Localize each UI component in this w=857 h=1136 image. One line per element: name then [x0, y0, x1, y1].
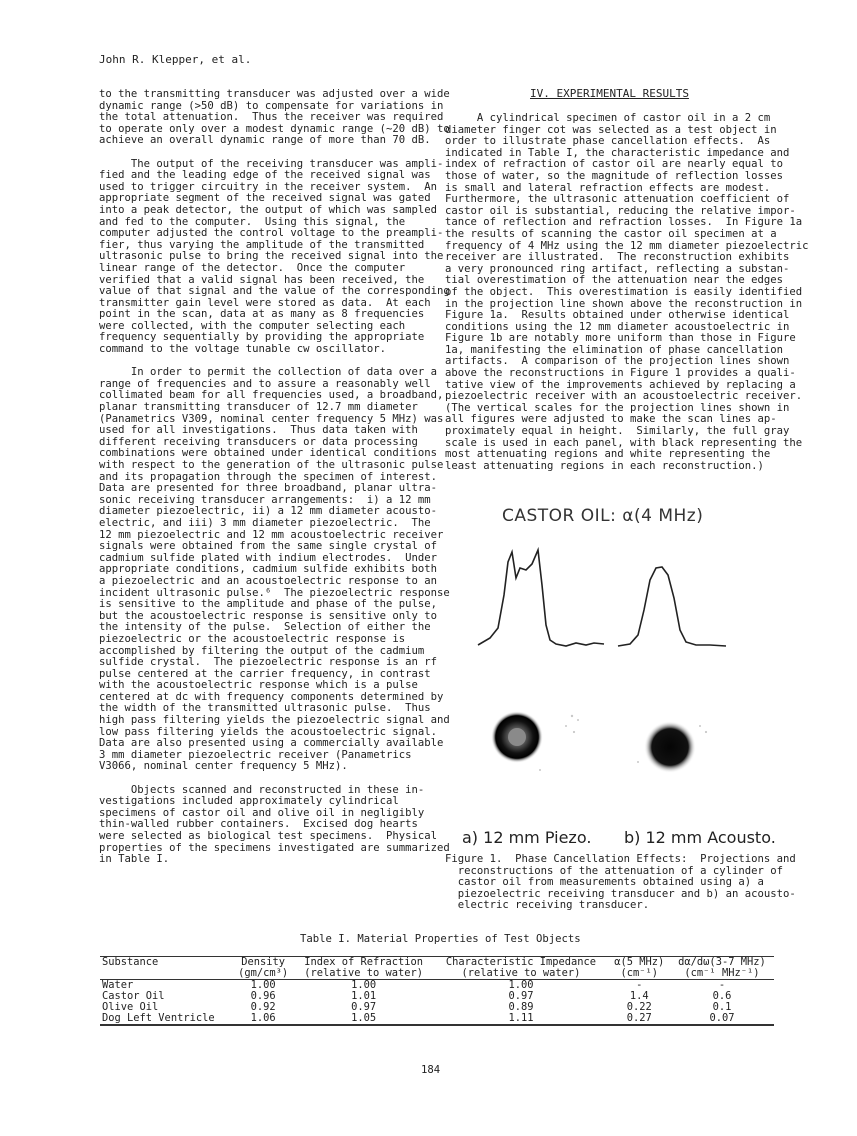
table-cell: Castor Oil: [102, 990, 165, 1002]
table-cell: 1.00: [250, 979, 276, 991]
table-cell: 0.27: [609, 1013, 670, 1025]
text-line: planar transmitting transducer of 12.7 mm diameter: [99, 401, 418, 414]
text-line: with the acoustoelectric response which is a pulse: [99, 679, 418, 692]
text-line: least attenuating regions in each reconstruction.): [445, 459, 764, 472]
text-line: Furthermore, the ultrasonic attenuation coefficient of: [445, 193, 790, 206]
text-line: collimated beam for all frequencies used, a broadband,: [99, 389, 444, 402]
table-cell: -: [636, 979, 643, 991]
text-line: sonic receiving transducer arrangements: i) a 12 mm: [99, 493, 431, 506]
caption-line: castor oil from measurements obtained using a) a: [445, 876, 764, 889]
table-header: Substance: [100, 957, 232, 969]
table-row: [100, 980, 774, 992]
caption-line: Figure 1. Phase Cancellation Effects: Projections and: [445, 853, 796, 865]
text-line: low pass filtering yields the acoustoelectric signal.: [99, 725, 438, 738]
text-line: accomplished by filtering the output of the cadmium: [99, 644, 425, 657]
text-line: tance of reflection and refraction losses. In Figure 1a: [445, 216, 803, 229]
text-line: appropriate conditions, cadmium sulfide exhibits both: [99, 563, 438, 576]
text-line: appropriate segment of the received signal was gated: [99, 192, 431, 205]
text-line: the width of the transmitted ultrasonic pulse. Thus: [99, 702, 431, 715]
figure-title: CASTOR OIL: α(4 MHz): [502, 506, 704, 526]
table-cell: 1.00: [351, 979, 377, 991]
text-line: a very pronounced ring artifact, reflecting a substan-: [445, 262, 790, 275]
right-column: [445, 113, 809, 472]
text-line: properties of the specimens investigated are summarized: [99, 841, 450, 854]
table-cell: 0.96: [250, 990, 276, 1002]
material-properties-table: [100, 956, 774, 1026]
text-line: the total attenuation. Thus the receiver was required: [99, 111, 444, 124]
text-line: to the transmitting transducer was adjusted over a wide: [99, 88, 450, 100]
text-line: value of that signal and the value of the corresponding: [99, 285, 450, 298]
table-header: Density: [232, 957, 293, 969]
text-line: to operate only over a modest dynamic range (~20 dB) to: [99, 122, 450, 135]
text-line: ultrasonic pulse to bring the received signal into the: [99, 250, 444, 263]
text-line: receiver are illustrated. The reconstruction exhibits: [445, 251, 790, 264]
text-line: (The vertical scales for the projection lines shown in: [445, 401, 790, 414]
table-header-unit: [100, 968, 232, 980]
text-line: used for all investigations. Thus data taken with: [99, 424, 418, 437]
table-title: Table I. Material Properties of Test Objects: [300, 933, 581, 945]
text-line: specimens of castor oil and olive oil in negligibly: [99, 806, 425, 819]
table-header-unit: (cm⁻¹ MHz⁻¹): [670, 968, 774, 980]
text-line: 12 mm piezoelectric and 12 mm acoustoelectric receiver: [99, 528, 444, 541]
text-line: frequency sequentially by providing the appropriate: [99, 331, 425, 344]
text-line: diameter piezoelectric, ii) a 12 mm diameter acousto-: [99, 505, 438, 518]
table-cell: 0.6: [712, 990, 732, 1002]
left-column: [99, 89, 450, 866]
figure-1-graphics: [470, 540, 770, 830]
table-header-unit: (relative to water): [433, 968, 608, 980]
text-line: proximately equal in height. Similarly, the full gray: [445, 425, 790, 438]
section-heading: IV. EXPERIMENTAL RESULTS: [530, 87, 689, 100]
text-line: diameter finger cot was selected as a test object in: [445, 123, 777, 136]
table-header: Index of Refraction: [294, 957, 434, 969]
text-line: linear range of the detector. Once the computer: [99, 261, 406, 274]
text-line: is small and lateral refraction effects are modest.: [445, 181, 771, 194]
table-cell: 1.11: [433, 1013, 608, 1025]
table-header-unit: (gm/cm³): [232, 968, 293, 980]
text-line: and fed to the computer. Using this signal, the: [99, 215, 406, 228]
text-line: vestigations included approximately cylindrical: [99, 795, 399, 808]
text-line: fier, thus varying the amplitude of the transmitted: [99, 238, 425, 251]
text-line: thin-walled rubber containers. Excised dog hearts: [99, 818, 418, 831]
text-line: used to trigger circuitry in the receiver system. An: [99, 180, 438, 193]
text-line: of the object. This overestimation is easily identified: [445, 285, 803, 298]
text-line: electric, and iii) 3 mm diameter piezoelectric. The: [99, 516, 431, 529]
text-line: and its propagation through the specimen of interest.: [99, 470, 438, 483]
text-line: index of refraction of castor oil are nearly equal to: [445, 158, 784, 171]
text-line: pulse centered at the carrier frequency, in contrast: [99, 667, 431, 680]
text-line: transmitter gain level were stored as data. At each: [99, 296, 431, 309]
text-line: were selected as biological test specimens. Physical: [99, 830, 438, 842]
text-line: Data are presented for three broadband, planar ultra-: [99, 482, 438, 495]
table-cell: 0.97: [351, 1001, 377, 1013]
text-line: different receiving transducers or data processing: [99, 435, 418, 448]
text-line: castor oil is substantial, reducing the relative impor-: [445, 204, 796, 217]
text-line: frequency of 4 MHz using the 12 mm diameter piezoelectric: [445, 239, 809, 252]
text-line: A cylindrical specimen of castor oil in a 2 cm: [445, 112, 771, 124]
text-line: In order to permit the collection of data over a: [99, 366, 438, 379]
text-line: Figure 1b are notably more uniform than those in Figure: [445, 332, 796, 345]
table-cell: 1.01: [351, 990, 377, 1002]
text-line: indicated in Table I, the characteristic impedance and: [445, 146, 790, 159]
text-line: tative view of the improvements achieved by replacing a: [445, 378, 796, 391]
caption-line: piezoelectric receiving transducer and b) an acousto-: [445, 887, 796, 900]
table-cell: 1.4: [629, 990, 649, 1002]
text-line: cadmium sulfide plated with indium electrodes. Under: [99, 551, 438, 564]
text-line: in the projection line shown above the reconstruction in: [445, 297, 803, 310]
table-cell: Water: [102, 979, 134, 991]
text-line: high pass filtering yields the piezoelectric signal and: [99, 714, 450, 727]
text-line: but the acoustoelectric response is sensitive only to: [99, 609, 438, 622]
table-cell: -: [718, 979, 726, 991]
table-header: Characteristic Impedance: [433, 957, 608, 969]
table-cell: Dog Left Ventricle: [100, 1013, 232, 1025]
table-cell: 0.92: [250, 1001, 276, 1013]
text-line: scale is used in each panel, with black representing the: [445, 436, 803, 449]
caption-line: electric receiving transducer.: [445, 899, 650, 912]
projection-line-piezo: [478, 550, 604, 646]
table-header: α(5 MHz): [609, 957, 670, 969]
text-line: sulfide crystal. The piezoelectric response is an rf: [99, 656, 438, 669]
text-line: is sensitive to the amplitude and phase of the pulse,: [99, 598, 438, 611]
text-line: order to illustrate phase cancellation effects. As: [445, 135, 771, 148]
text-line: verified that a valid signal has been received, the: [99, 273, 425, 286]
table-row: [100, 1013, 774, 1025]
text-line: Objects scanned and reconstructed in these in-: [99, 783, 425, 796]
text-line: tial overestimation of the attenuation near the edges: [445, 274, 784, 287]
text-line: those of water, so the magnitude of reflection losses: [445, 169, 784, 182]
table-cell: 1.06: [232, 1013, 293, 1025]
table-cell: Olive Oil: [102, 1001, 159, 1013]
text-line: Figure 1a. Results obtained under otherwise identical: [445, 309, 790, 322]
text-line: 3 mm diameter piezoelectric receiver (Panametrics: [99, 748, 412, 761]
text-line: conditions using the 12 mm diameter acoustoelectric in: [445, 320, 790, 333]
table-row: [100, 991, 774, 1002]
panel-label-a: a) 12 mm Piezo.: [462, 828, 592, 847]
text-line: combinations were obtained under identical conditions: [99, 447, 438, 460]
table-cell: 1.00: [508, 979, 534, 991]
text-line: Data are also presented using a commercially available: [99, 737, 444, 750]
text-line: centered at dc with frequency components determined by: [99, 690, 444, 703]
text-line: signals were obtained from the same single crystal of: [99, 540, 438, 553]
panel-label-b: b) 12 mm Acousto.: [624, 828, 776, 847]
table-cell: 0.97: [508, 990, 534, 1002]
text-line: incident ultrasonic pulse.⁶ The piezoelectric response: [99, 586, 450, 599]
text-line: all figures were adjusted to make the scan lines ap-: [445, 413, 777, 426]
reconstruction-disk-acousto: [644, 721, 696, 773]
caption-line: reconstructions of the attenuation of a cylinder of: [445, 864, 784, 877]
table-header-unit: (relative to water): [294, 968, 434, 980]
page-number: 184: [421, 1064, 441, 1076]
text-line: 1a, manifesting the elimination of phase cancellation: [445, 343, 784, 356]
text-line: point in the scan, data at as many as 8 frequencies: [99, 308, 425, 321]
text-line: with respect to the generation of the ultrasonic pulse: [99, 459, 444, 471]
text-line: a piezoelectric and an acoustoelectric response to an: [99, 574, 438, 587]
table-header: dα/dω(3-7 MHz): [670, 957, 774, 969]
text-line: piezoelectric or the acoustoelectric response is: [99, 632, 406, 645]
text-line: above the reconstructions in Figure 1 provides a quali-: [445, 367, 796, 380]
text-line: into a peak detector, the output of which was sampled: [99, 203, 438, 216]
text-line: dynamic range (>50 dB) to compensate for variations in: [99, 99, 444, 112]
text-line: The output of the receiving transducer was ampli-: [99, 157, 444, 170]
text-line: artifacts. A comparison of the projection lines shown: [445, 355, 790, 368]
text-line: in Table I.: [99, 853, 170, 866]
text-line: V3066, nominal center frequency 5 MHz).: [99, 760, 348, 773]
text-line: achieve an overall dynamic range of more than 70 dB.: [99, 134, 431, 147]
table-header-unit: (cm⁻¹): [609, 968, 670, 980]
running-header: John R. Klepper, et al.: [99, 53, 252, 66]
table-cell: 1.05: [294, 1013, 434, 1025]
table-cell: 0.1: [712, 1001, 732, 1013]
text-line: command to the voltage tunable cw oscillator.: [99, 343, 387, 356]
text-line: the intensity of the pulse. Selection of either the: [99, 621, 431, 634]
projection-line-acousto: [618, 567, 726, 646]
text-line: (Panametrics V309, nominal center frequency 5 MHz) was: [99, 412, 444, 425]
table-cell: 0.22: [626, 1001, 652, 1013]
table-cell: 0.89: [508, 1001, 534, 1013]
text-line: most attenuating regions and white representing the: [445, 448, 771, 461]
figure-caption: [445, 854, 796, 912]
text-line: were collected, with the computer selecting each: [99, 319, 406, 332]
text-line: fied and the leading edge of the received signal was: [99, 169, 431, 182]
text-line: piezoelectric receiver with an acoustoelectric receiver.: [445, 390, 803, 403]
text-line: computer adjusted the control voltage to the preampli-: [99, 227, 444, 240]
text-line: the results of scanning the castor oil specimen at a: [445, 227, 777, 240]
table-cell: 0.07: [670, 1013, 774, 1025]
text-line: range of frequencies and to assure a reasonably well: [99, 377, 431, 390]
